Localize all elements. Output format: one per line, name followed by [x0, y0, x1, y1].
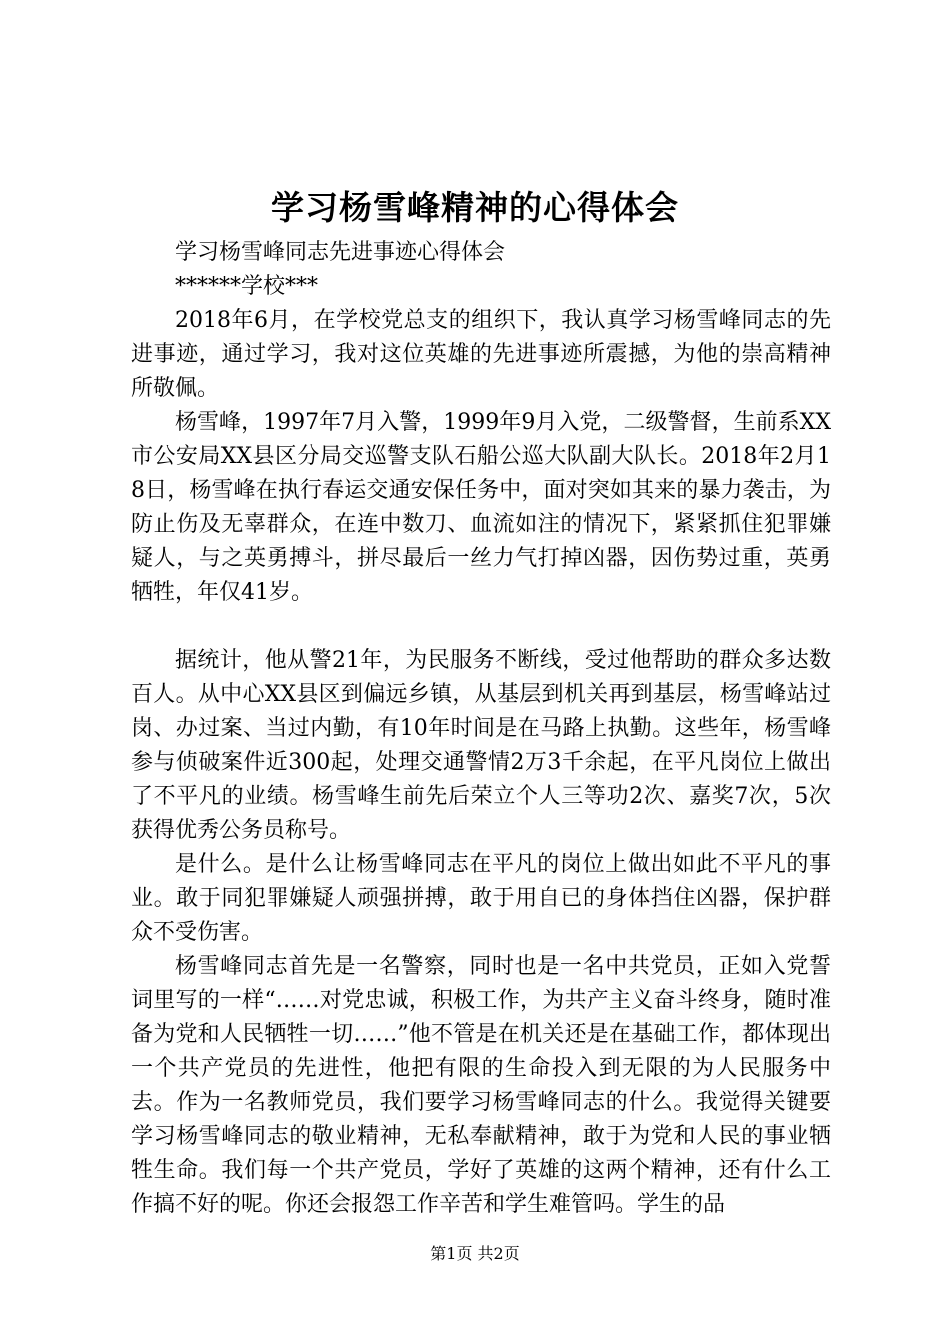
paragraph: 杨雪峰，1997年7月入警，1999年9月入党，二级警督，生前系XX市公安局XX县区分局交巡警支队石船公巡大队副大队长。2018年2月18日，杨雪峰在执行春运交通安保任务中，面对突如其来的暴力袭击，为防止伤及无辜群众，在连中数刀、血流如注的情况下，紧紧抓住犯罪嫌疑人，与之英勇搏斗，拼尽最后一丝力气打掉凶器，因伤势过重，英勇牺牲，年仅41岁。	[131, 410, 831, 605]
paragraph: 杨雪峰同志首先是一名警察，同时也是一名中共党员，正如入党誓词里写的一样“……对党忠诚，积极工作，为共产主义奋斗终身，随时准备为党和人民牺牲一切……”他不管是在机关还是在基础工作，都体现出一个共产党员的先进性，他把有限的生命投入到无限的为人民服务中去。作为一名教师党员，我们要学习杨雪峰同志的什么。我觉得关键要学习杨雪峰同志的敬业精神，无私奉献精神，敢于为党和人民的事业牺牲生命。我们每一个共产党员，学好了英雄的这两个精神，还有什么工作搞不好的呢。你还会报怨工作辛苦和学生难管吗。学生的品	[131, 954, 831, 1217]
author-line: ******学校***	[175, 274, 319, 299]
document-title: 学习杨雪峰精神的心得体会	[271, 188, 679, 227]
paragraph: 是什么。是什么让杨雪峰同志在平凡的岗位上做出如此不平凡的事业。敢于同犯罪嫌疑人顽强拼搏，敢于用自已的身体挡住凶器，保护群众不受伤害。	[131, 852, 831, 945]
paragraph: 据统计，他从警21年，为民服务不断线，受过他帮助的群众多达数百人。从中心XX县区到偏远乡镇，从基层到机关再到基层，杨雪峰站过岗、办过案、当过内勤，有10年时间是在马路上执勤。这些年，杨雪峰参与侦破案件近300起，处理交通警情2万3千余起，在平凡岗位上做出了不平凡的业绩。杨雪峰生前先后荣立个人三等功2次、嘉奖7次，5次获得优秀公务员称号。	[131, 648, 831, 843]
page-number-footer: 第1页 共2页	[430, 1244, 520, 1263]
paragraph: 2018年6月，在学校党总支的组织下，我认真学习杨雪峰同志的先进事迹，通过学习，我对这位英雄的先进事迹所震撼，为他的崇高精神所敬佩。	[131, 308, 831, 401]
document-body	[131, 236, 831, 1222]
subtitle-line: 学习杨雪峰同志先进事迹心得体会	[175, 240, 506, 265]
